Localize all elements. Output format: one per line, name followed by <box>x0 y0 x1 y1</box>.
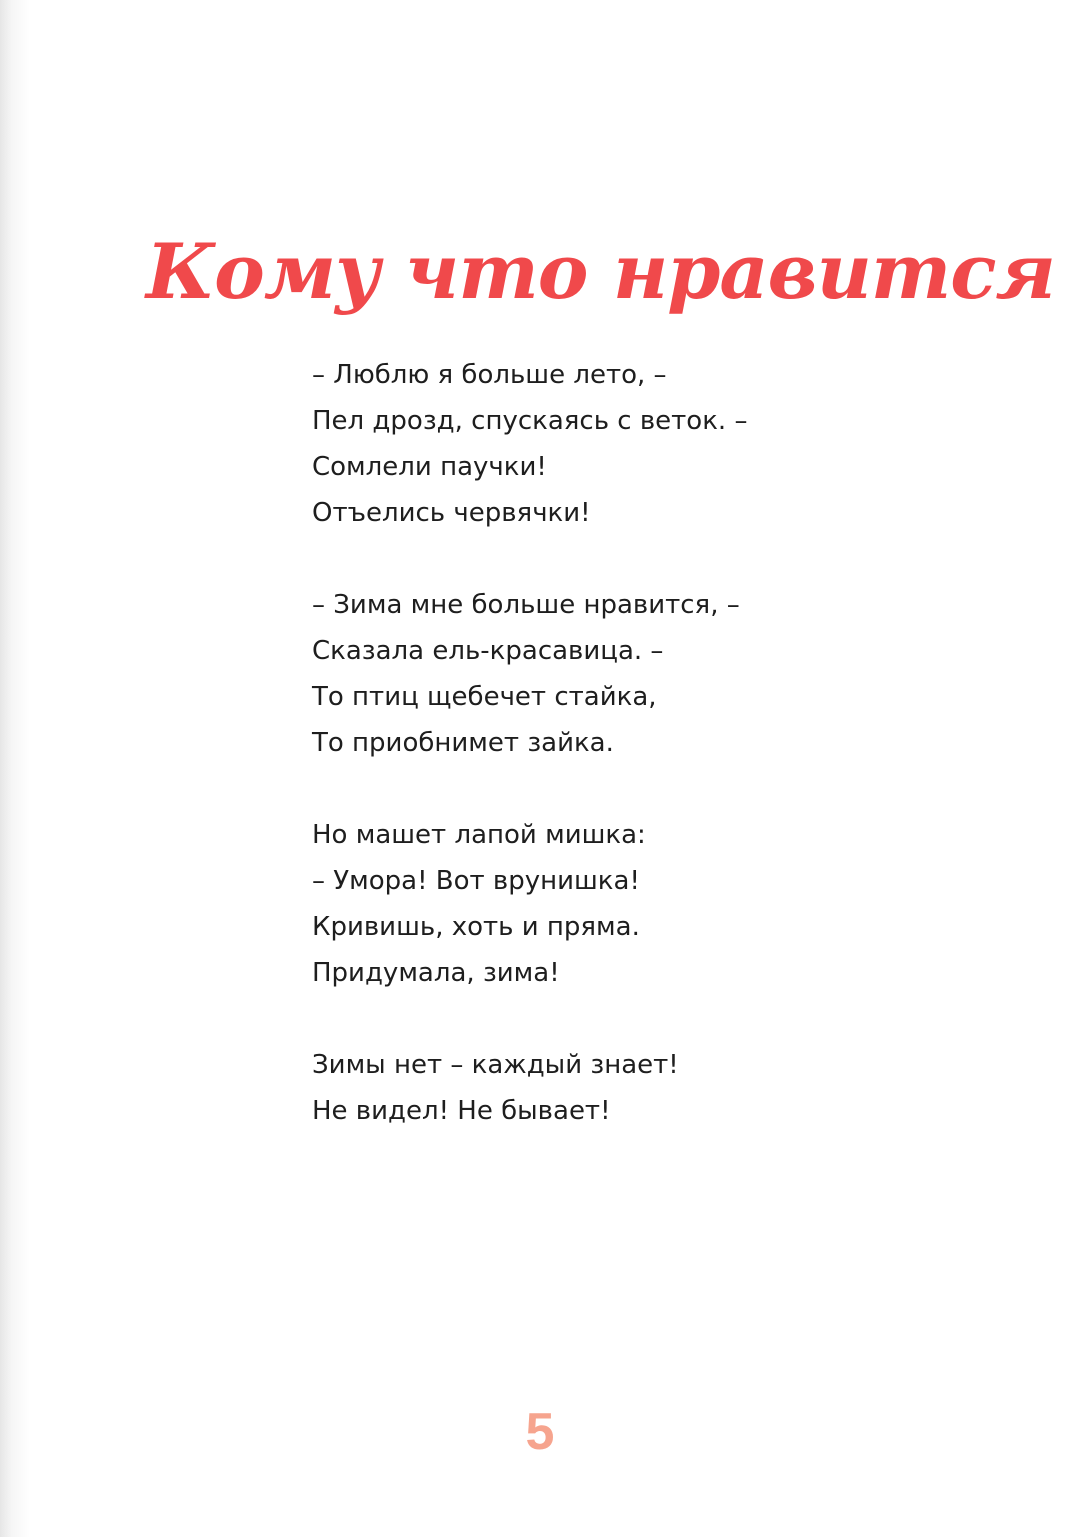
poem-line: Придумала, зима! <box>312 958 560 988</box>
stanza <box>312 812 1012 996</box>
poem-line: То птиц щебечет стайка, <box>312 682 657 712</box>
poem-line: Отъелись червячки! <box>312 498 591 528</box>
poem-line: Зимы нет – каждый знает! <box>312 1050 679 1080</box>
page-number: 5 <box>525 1403 555 1461</box>
poem-line: Кривишь, хоть и пряма. <box>312 912 640 942</box>
stanza <box>312 1042 1012 1134</box>
stanza <box>312 582 1012 766</box>
poem-line: Сомлели паучки! <box>312 452 547 482</box>
poem-title: Кому что нравится <box>146 227 1056 316</box>
poem-line: – Умора! Вот врунишка! <box>312 866 640 896</box>
poem-line: Пел дрозд, спускаясь с веток. – <box>312 406 748 436</box>
poem-line: Не видел! Не бывает! <box>312 1096 611 1126</box>
poem-line: То приобнимет зайка. <box>312 728 614 758</box>
poem-body <box>312 352 1012 1180</box>
poem-line: – Зима мне больше нравится, – <box>312 590 740 620</box>
poem-line: – Люблю я больше лето, – <box>312 360 667 390</box>
poem-line: Сказала ель-красавица. – <box>312 636 664 666</box>
stanza <box>312 352 1012 536</box>
poem-line: Но машет лапой мишка: <box>312 820 646 850</box>
